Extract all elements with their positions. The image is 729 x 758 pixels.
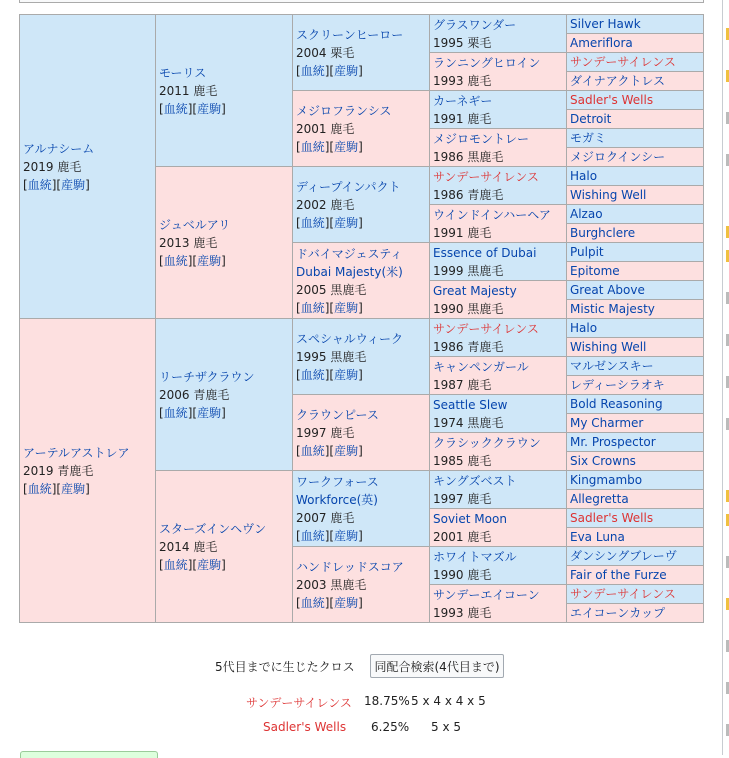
ancestor-cell: [293, 91, 430, 167]
coat-color: 栗毛: [330, 45, 355, 60]
birth-year: 1999: [433, 263, 464, 278]
ancestor-cell: [567, 110, 704, 129]
ancestor-cell: [567, 357, 704, 376]
birth-year: 1997: [296, 425, 327, 440]
horse-name-link[interactable]: クラウンピース: [296, 407, 379, 422]
ownership-link[interactable]: 産駒: [334, 443, 359, 458]
ancestor-cell: [567, 528, 704, 547]
ancestor-cell: [567, 91, 704, 110]
ancestor-cell: [567, 509, 704, 528]
birth-year-coat: [296, 44, 426, 62]
birth-year: 1985: [433, 453, 464, 468]
horse-name-link[interactable]: ディープインパクト: [296, 179, 401, 194]
ancestor-cell: [430, 15, 567, 53]
horse-name-link[interactable]: Pulpit: [570, 245, 604, 259]
pedigree-links: [血統][産駒]: [296, 300, 363, 315]
horse-name-link[interactable]: ダイナアクトレス: [570, 74, 666, 88]
horse-name-link[interactable]: Ameriflora: [570, 36, 633, 50]
horse-foreign-name-link[interactable]: Dubai Majesty(米): [296, 264, 403, 279]
ownership-link[interactable]: 産駒: [197, 101, 222, 116]
horse-name-link[interactable]: ランニングヒロイン: [433, 55, 541, 70]
coat-color: 鹿毛: [467, 605, 492, 620]
blood-link[interactable]: 血統: [300, 215, 325, 230]
blood-link[interactable]: 血統: [27, 177, 52, 192]
pedigree-links: [血統][産駒]: [296, 443, 363, 458]
horse-name-link[interactable]: Great Majesty: [433, 283, 517, 298]
ownership-link[interactable]: 産駒: [334, 300, 359, 315]
ownership-link[interactable]: 産駒: [61, 177, 86, 192]
birth-year: 2007: [296, 510, 327, 525]
coat-color: 黒鹿毛: [467, 149, 504, 164]
blood-link[interactable]: 血統: [300, 367, 325, 382]
coat-color: 鹿毛: [467, 225, 492, 240]
ancestor-cell: [293, 547, 430, 623]
ancestor-cell: [567, 186, 704, 205]
ancestor-cell: [293, 319, 430, 395]
horse-name-link[interactable]: アーテルアストレア: [23, 445, 130, 460]
ownership-link[interactable]: 産駒: [61, 481, 86, 496]
pedigree-row: [20, 15, 704, 34]
ancestor-cell: [430, 395, 567, 433]
ancestor-cell: [567, 585, 704, 604]
ancestor-cell: [567, 490, 704, 509]
ancestor-cell: [156, 471, 293, 623]
horse-name-link[interactable]: Allegretta: [570, 492, 629, 506]
pedigree-links: [血統][産駒]: [296, 215, 363, 230]
ancestor-cell: [567, 148, 704, 167]
horse-name-link[interactable]: Wishing Well: [570, 188, 647, 202]
birth-year: 2001: [296, 121, 327, 136]
coat-color: 鹿毛: [330, 510, 355, 525]
birth-year: 1993: [433, 605, 464, 620]
horse-name-link[interactable]: ウインドインハーヘア: [433, 207, 551, 222]
birth-year: 1991: [433, 111, 464, 126]
birth-year-coat: [433, 604, 563, 622]
birth-year: 2004: [296, 45, 327, 60]
horse-name-link[interactable]: Kingmambo: [570, 473, 643, 487]
ancestor-cell: [293, 471, 430, 547]
ancestor-cell: [293, 167, 430, 243]
ownership-link[interactable]: 産駒: [334, 215, 359, 230]
horse-name-link[interactable]: キングズベスト: [433, 473, 517, 488]
birth-year-coat: [433, 452, 563, 470]
ancestor-cell: [567, 319, 704, 338]
blood-link[interactable]: 血統: [163, 101, 188, 116]
pedigree-links: [血統][産駒]: [296, 139, 363, 154]
horse-name-link[interactable]: レディーシラオキ: [570, 378, 665, 392]
pedigree-links: [血統][産駒]: [159, 557, 226, 572]
birth-year-coat: [159, 386, 289, 404]
horse-name-link[interactable]: カーネギー: [433, 93, 493, 108]
coat-color: 鹿毛: [467, 377, 492, 392]
horse-name-link[interactable]: モガミ: [570, 131, 607, 145]
ancestor-cell: [567, 471, 704, 490]
horse-name-link[interactable]: Seattle Slew: [433, 397, 508, 412]
ancestor-cell: [430, 205, 567, 243]
ancestor-cell: [567, 243, 704, 262]
horse-name-link[interactable]: サンデーサイレンス: [570, 55, 676, 69]
ancestor-cell: [567, 129, 704, 148]
cross-generations: 5 x 4 x 4 x 5: [411, 694, 486, 708]
horse-name-link[interactable]: Sadler's Wells: [570, 93, 654, 107]
coat-color: 鹿毛: [193, 235, 218, 250]
horse-name-link[interactable]: Sadler's Wells: [570, 511, 654, 525]
birth-year-coat: [433, 300, 563, 318]
birth-year-coat: [433, 34, 563, 52]
birth-year: 1990: [433, 567, 464, 582]
table-top-edge: [19, 0, 704, 3]
ancestor-cell: [430, 547, 567, 585]
coat-color: 鹿毛: [467, 453, 492, 468]
horse-name-link[interactable]: Mistic Majesty: [570, 302, 655, 316]
coat-color: 黒鹿毛: [330, 349, 367, 364]
ancestor-cell: [567, 376, 704, 395]
ancestor-cell: [430, 129, 567, 167]
birth-year: 1986: [433, 187, 464, 202]
horse-name-link[interactable]: スクリーンヒーロー: [296, 27, 404, 42]
horse-name-link[interactable]: ハンドレッドスコア: [296, 559, 404, 574]
cross-horse-link[interactable]: サンデーサイレンス: [246, 696, 352, 710]
ancestor-cell: [430, 433, 567, 471]
ownership-link[interactable]: 産駒: [334, 528, 359, 543]
ancestor-cell: [567, 414, 704, 433]
ancestor-cell: [156, 15, 293, 167]
horse-name-link[interactable]: My Charmer: [570, 416, 644, 430]
ancestor-cell: [567, 262, 704, 281]
horse-name-link[interactable]: キャンペンガール: [433, 359, 529, 374]
horse-name-link[interactable]: Soviet Moon: [433, 511, 507, 526]
blood-link[interactable]: 血統: [300, 63, 325, 78]
horse-name-link[interactable]: スペシャルウィーク: [296, 331, 404, 346]
horse-name-link[interactable]: グラスワンダー: [433, 17, 517, 32]
horse-name-link[interactable]: Halo: [570, 169, 598, 183]
birth-year-coat: [433, 338, 563, 356]
ancestor-cell: [567, 395, 704, 414]
birth-year: 2014: [159, 539, 190, 554]
birth-year-coat: [23, 462, 152, 480]
birth-year: 2011: [159, 83, 190, 98]
horse-name-link[interactable]: Halo: [570, 321, 598, 335]
ancestor-cell: [293, 15, 430, 91]
coat-color: 鹿毛: [330, 197, 355, 212]
pedigree-links: [血統][産駒]: [159, 253, 226, 268]
horse-name-link[interactable]: クラシッククラウン: [433, 435, 541, 450]
coat-color: 鹿毛: [193, 539, 218, 554]
coat-color: 鹿毛: [467, 567, 492, 582]
ancestor-cell: [293, 395, 430, 471]
ownership-link[interactable]: 産駒: [197, 253, 222, 268]
cross-horse-link[interactable]: Sadler's Wells: [263, 720, 347, 734]
ancestor-cell: [567, 34, 704, 53]
blood-link[interactable]: 血統: [300, 595, 325, 610]
birth-year-coat: [296, 196, 426, 214]
coat-color: 鹿毛: [467, 111, 492, 126]
birth-year-coat: [433, 566, 563, 584]
horse-name-link[interactable]: Essence of Dubai: [433, 245, 537, 260]
pedigree-links: [血統][産駒]: [296, 63, 363, 78]
horse-name-link[interactable]: スターズインヘヴン: [159, 521, 267, 536]
ancestor-cell: [567, 224, 704, 243]
horse-name-link[interactable]: ジュベルアリ: [159, 217, 231, 232]
birth-year-coat: [159, 234, 289, 252]
cross-percentage: 18.75%: [364, 694, 410, 708]
horse-name-link[interactable]: ダンシングブレーヴ: [570, 549, 677, 563]
coat-color: 黒鹿毛: [467, 301, 504, 316]
birth-year-coat: [433, 148, 563, 166]
birth-year: 1986: [433, 339, 464, 354]
birth-year-coat: [433, 414, 563, 432]
horse-name-link[interactable]: リーチザクラウン: [159, 369, 255, 384]
birth-year-coat: [433, 376, 563, 394]
birth-year-coat: [433, 528, 563, 546]
blood-link[interactable]: 血統: [300, 139, 325, 154]
birth-year: 1974: [433, 415, 464, 430]
ownership-link[interactable]: 産駒: [334, 595, 359, 610]
pedigree-row: [20, 319, 704, 338]
coat-color: 黒鹿毛: [467, 263, 504, 278]
horse-name-link[interactable]: Great Above: [570, 283, 645, 297]
horse-name-link[interactable]: モーリス: [159, 65, 207, 80]
coat-color: 鹿毛: [467, 529, 492, 544]
horse-name-link[interactable]: Mr. Prospector: [570, 435, 656, 449]
coat-color: 鹿毛: [330, 121, 355, 136]
ancestor-cell: [430, 585, 567, 623]
birth-year: 2013: [159, 235, 190, 250]
ancestor-cell: [567, 167, 704, 186]
birth-year-coat: [23, 158, 152, 176]
cross-generations: 5 x 5: [431, 720, 461, 734]
coat-color: 青鹿毛: [467, 187, 504, 202]
pedigree-links: [血統][産駒]: [23, 177, 90, 192]
cross-percentage: 6.25%: [371, 720, 410, 734]
right-panel-border: [722, 0, 723, 755]
ancestor-cell: [156, 319, 293, 471]
ownership-link[interactable]: 産駒: [334, 139, 359, 154]
birth-year: 2001: [433, 529, 464, 544]
horse-name-link[interactable]: ワークフォース: [296, 474, 379, 489]
birth-year: 1997: [433, 491, 464, 506]
birth-year-coat: [296, 424, 426, 442]
birth-year: 2003: [296, 577, 327, 592]
ancestor-cell: [567, 205, 704, 224]
horse-name-link[interactable]: Alzao: [570, 207, 603, 221]
similar-mating-search-button[interactable]: 同配合検索(4代目まで): [370, 654, 504, 678]
coat-color: 黒鹿毛: [330, 577, 367, 592]
coat-color: 鹿毛: [467, 73, 492, 88]
ancestor-cell: [430, 53, 567, 91]
horse-name-link[interactable]: メジロフランシス: [296, 103, 392, 118]
birth-year-coat: [433, 110, 563, 128]
ancestor-cell: [430, 471, 567, 509]
ancestor-cell: [430, 509, 567, 547]
birth-year-coat: [296, 281, 426, 299]
horse-name-link[interactable]: Detroit: [570, 112, 612, 126]
blood-link[interactable]: 血統: [27, 481, 52, 496]
coat-color: 鹿毛: [330, 425, 355, 440]
ancestor-cell: [20, 15, 156, 319]
birth-year-coat: [433, 224, 563, 242]
coat-color: 青鹿毛: [193, 387, 230, 402]
ancestor-cell: [567, 604, 704, 623]
blood-link[interactable]: 血統: [163, 405, 188, 420]
horse-name-link[interactable]: Eva Luna: [570, 530, 625, 544]
horse-name-link[interactable]: メジロクインシー: [570, 150, 666, 164]
birth-year-coat: [296, 576, 426, 594]
horse-name-link[interactable]: アルナシーム: [23, 141, 95, 156]
ownership-link[interactable]: 産駒: [197, 405, 222, 420]
horse-name-link[interactable]: マルゼンスキー: [570, 359, 654, 373]
birth-year-coat: [433, 490, 563, 508]
ancestor-cell: [430, 243, 567, 281]
horse-name-link[interactable]: サンデーサイレンス: [433, 169, 539, 184]
coat-color: 黒鹿毛: [467, 415, 504, 430]
birth-year-coat: [296, 120, 426, 138]
ancestor-cell: [567, 72, 704, 91]
coat-color: 鹿毛: [57, 159, 82, 174]
ancestor-cell: [567, 547, 704, 566]
coat-color: 黒鹿毛: [330, 282, 367, 297]
birth-year-coat: [433, 72, 563, 90]
coat-color: 栗毛: [467, 35, 492, 50]
horse-name-link[interactable]: サンデーサイレンス: [433, 321, 539, 336]
horse-name-link[interactable]: ドバイマジェスティ: [296, 246, 403, 261]
birth-year: 1993: [433, 73, 464, 88]
birth-year: 2005: [296, 282, 327, 297]
birth-year: 2019: [23, 159, 54, 174]
birth-year-coat: [433, 186, 563, 204]
ancestor-cell: [567, 300, 704, 319]
cross-label: 5代目までに生じたクロス: [215, 660, 355, 674]
blood-link[interactable]: 血統: [163, 557, 188, 572]
ancestor-cell: [293, 243, 430, 319]
ancestor-cell: [567, 452, 704, 471]
horse-name-link[interactable]: Six Crowns: [570, 454, 636, 468]
horse-name-link[interactable]: Silver Hawk: [570, 17, 641, 31]
birth-year: 2002: [296, 197, 327, 212]
horse-name-link[interactable]: Wishing Well: [570, 340, 647, 354]
birth-year: 1986: [433, 149, 464, 164]
ancestor-cell: [567, 53, 704, 72]
birth-year: 1990: [433, 301, 464, 316]
pedigree-links: [血統][産駒]: [296, 595, 363, 610]
birth-year-coat: [296, 348, 426, 366]
blood-link[interactable]: 血統: [300, 528, 325, 543]
blood-link[interactable]: 血統: [300, 300, 325, 315]
coat-color: 鹿毛: [193, 83, 218, 98]
pedigree-links: [血統][産駒]: [159, 101, 226, 116]
pedigree-links: [血統][産駒]: [159, 405, 226, 420]
ancestor-cell: [567, 433, 704, 452]
ancestor-cell: [430, 357, 567, 395]
pedigree-links: [血統][産駒]: [23, 481, 90, 496]
horse-name-link[interactable]: メジロモントレー: [433, 131, 530, 146]
pedigree-table: [19, 14, 704, 623]
horse-name-link[interactable]: Epitome: [570, 264, 620, 278]
ownership-link[interactable]: 産駒: [197, 557, 222, 572]
birth-year-coat: [159, 538, 289, 556]
horse-name-link[interactable]: Bold Reasoning: [570, 397, 663, 411]
ancestor-cell: [430, 281, 567, 319]
birth-year: 1995: [433, 35, 464, 50]
birth-year: 2006: [159, 387, 190, 402]
birth-year: 1987: [433, 377, 464, 392]
ancestor-cell: [156, 167, 293, 319]
ownership-link[interactable]: 産駒: [334, 367, 359, 382]
birth-year-coat: [433, 262, 563, 280]
blood-link[interactable]: 血統: [300, 443, 325, 458]
blood-link[interactable]: 血統: [163, 253, 188, 268]
ancestor-cell: [430, 91, 567, 129]
ancestor-cell: [567, 281, 704, 300]
coat-color: 青鹿毛: [467, 339, 504, 354]
horse-name-link[interactable]: Fair of the Furze: [570, 568, 667, 582]
coat-color: 鹿毛: [467, 491, 492, 506]
coat-color: 青鹿毛: [57, 463, 94, 478]
ancestor-cell: [430, 319, 567, 357]
ancestor-cell: [20, 319, 156, 623]
ownership-link[interactable]: 産駒: [334, 63, 359, 78]
ancestor-cell: [567, 338, 704, 357]
ancestor-cell: [430, 167, 567, 205]
horse-foreign-name-link[interactable]: Workforce(英): [296, 492, 378, 507]
birth-year-coat: [159, 82, 289, 100]
horse-name-link[interactable]: エイコーンカップ: [570, 606, 666, 620]
pedigree-links: [血統][産駒]: [296, 528, 363, 543]
horse-name-link[interactable]: ホワイトマズル: [433, 549, 517, 564]
horse-name-link[interactable]: サンデーサイレンス: [570, 587, 676, 601]
birth-year: 2019: [23, 463, 54, 478]
birth-year-coat: [296, 509, 426, 527]
birth-year: 1991: [433, 225, 464, 240]
pedigree-links: [血統][産駒]: [296, 367, 363, 382]
horse-name-link[interactable]: サンデーエイコーン: [433, 587, 540, 602]
ancestor-cell: [567, 15, 704, 34]
birth-year: 1995: [296, 349, 327, 364]
horse-name-link[interactable]: Burghclere: [570, 226, 636, 240]
ancestor-cell: [567, 566, 704, 585]
